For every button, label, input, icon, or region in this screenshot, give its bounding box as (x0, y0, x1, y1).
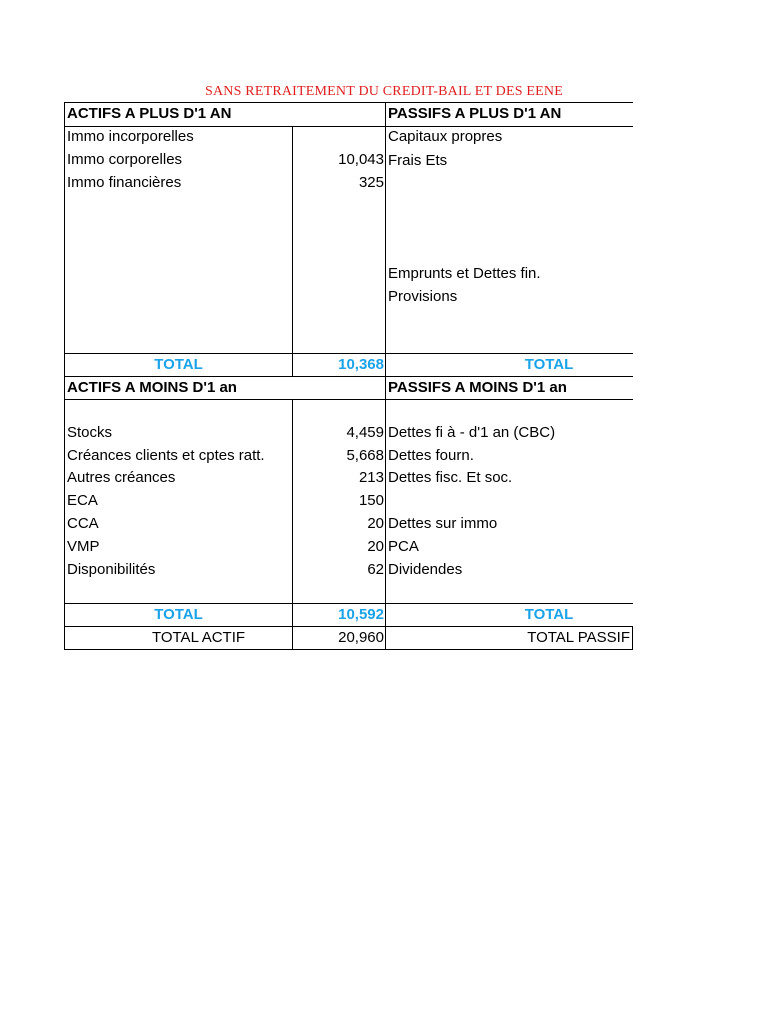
row-label: Provisions (388, 288, 458, 305)
row-value: 213 (358, 469, 384, 486)
passifs-short-header: PASSIFS A MOINS D'1 an (388, 379, 567, 396)
row-label: Disponibilités (67, 561, 156, 578)
row-value: 20 (367, 515, 384, 532)
row-label: Dettes sur immo (388, 515, 498, 532)
grid-line (64, 649, 633, 650)
row-label: PCA (388, 538, 419, 555)
row-value: 20 (367, 538, 384, 555)
row-label: Frais Ets (388, 152, 448, 169)
row-label: Créances clients et cptes ratt. (67, 447, 265, 464)
actifs-short-header: ACTIFS A MOINS D'1 an (67, 379, 237, 396)
total-value: 10,368 (338, 356, 384, 373)
grid-line (385, 102, 386, 650)
row-value: 5,668 (346, 447, 384, 464)
row-value: 325 (358, 174, 384, 191)
total-actif-value: 20,960 (338, 629, 384, 646)
row-label: Immo corporelles (67, 151, 183, 168)
total-label: TOTAL (154, 356, 203, 373)
row-label: Autres créances (67, 469, 176, 486)
row-label: Capitaux propres (388, 128, 503, 145)
row-value: 150 (358, 492, 384, 509)
grid-line (64, 102, 65, 650)
row-label: Dividendes (388, 561, 463, 578)
row-label: VMP (67, 538, 100, 555)
row-value: 10,043 (338, 151, 384, 168)
row-label: Stocks (67, 424, 113, 441)
row-label: Dettes fourn. (388, 447, 474, 464)
sheet-title: SANS RETRAITEMENT DU CREDIT-BAIL ET DES EENE (204, 84, 563, 99)
row-label: CCA (67, 515, 99, 532)
actifs-long-header: ACTIFS A PLUS D'1 AN (67, 105, 232, 122)
total-actif-label: TOTAL ACTIF (151, 629, 246, 646)
row-label: Dettes fisc. Et soc. (388, 469, 513, 486)
row-label: Immo incorporelles (67, 128, 194, 145)
passifs-long-header: PASSIFS A PLUS D'1 AN (388, 105, 562, 122)
row-label: Emprunts et Dettes fin. (388, 265, 541, 282)
row-label: Dettes fi à - d'1 an (CBC) (388, 424, 556, 441)
total-value: 10,592 (338, 606, 384, 623)
row-label: ECA (67, 492, 98, 509)
row-value: 62 (367, 561, 384, 578)
total-label: TOTAL (154, 606, 203, 623)
row-label: Immo financières (67, 174, 182, 191)
total-passif-label: TOTAL PASSIF (527, 629, 630, 646)
grid-line (632, 626, 633, 650)
total-label: TOTAL (524, 606, 574, 623)
total-label: TOTAL (524, 356, 574, 373)
grid-line (64, 399, 633, 400)
row-value: 4,459 (346, 424, 384, 441)
